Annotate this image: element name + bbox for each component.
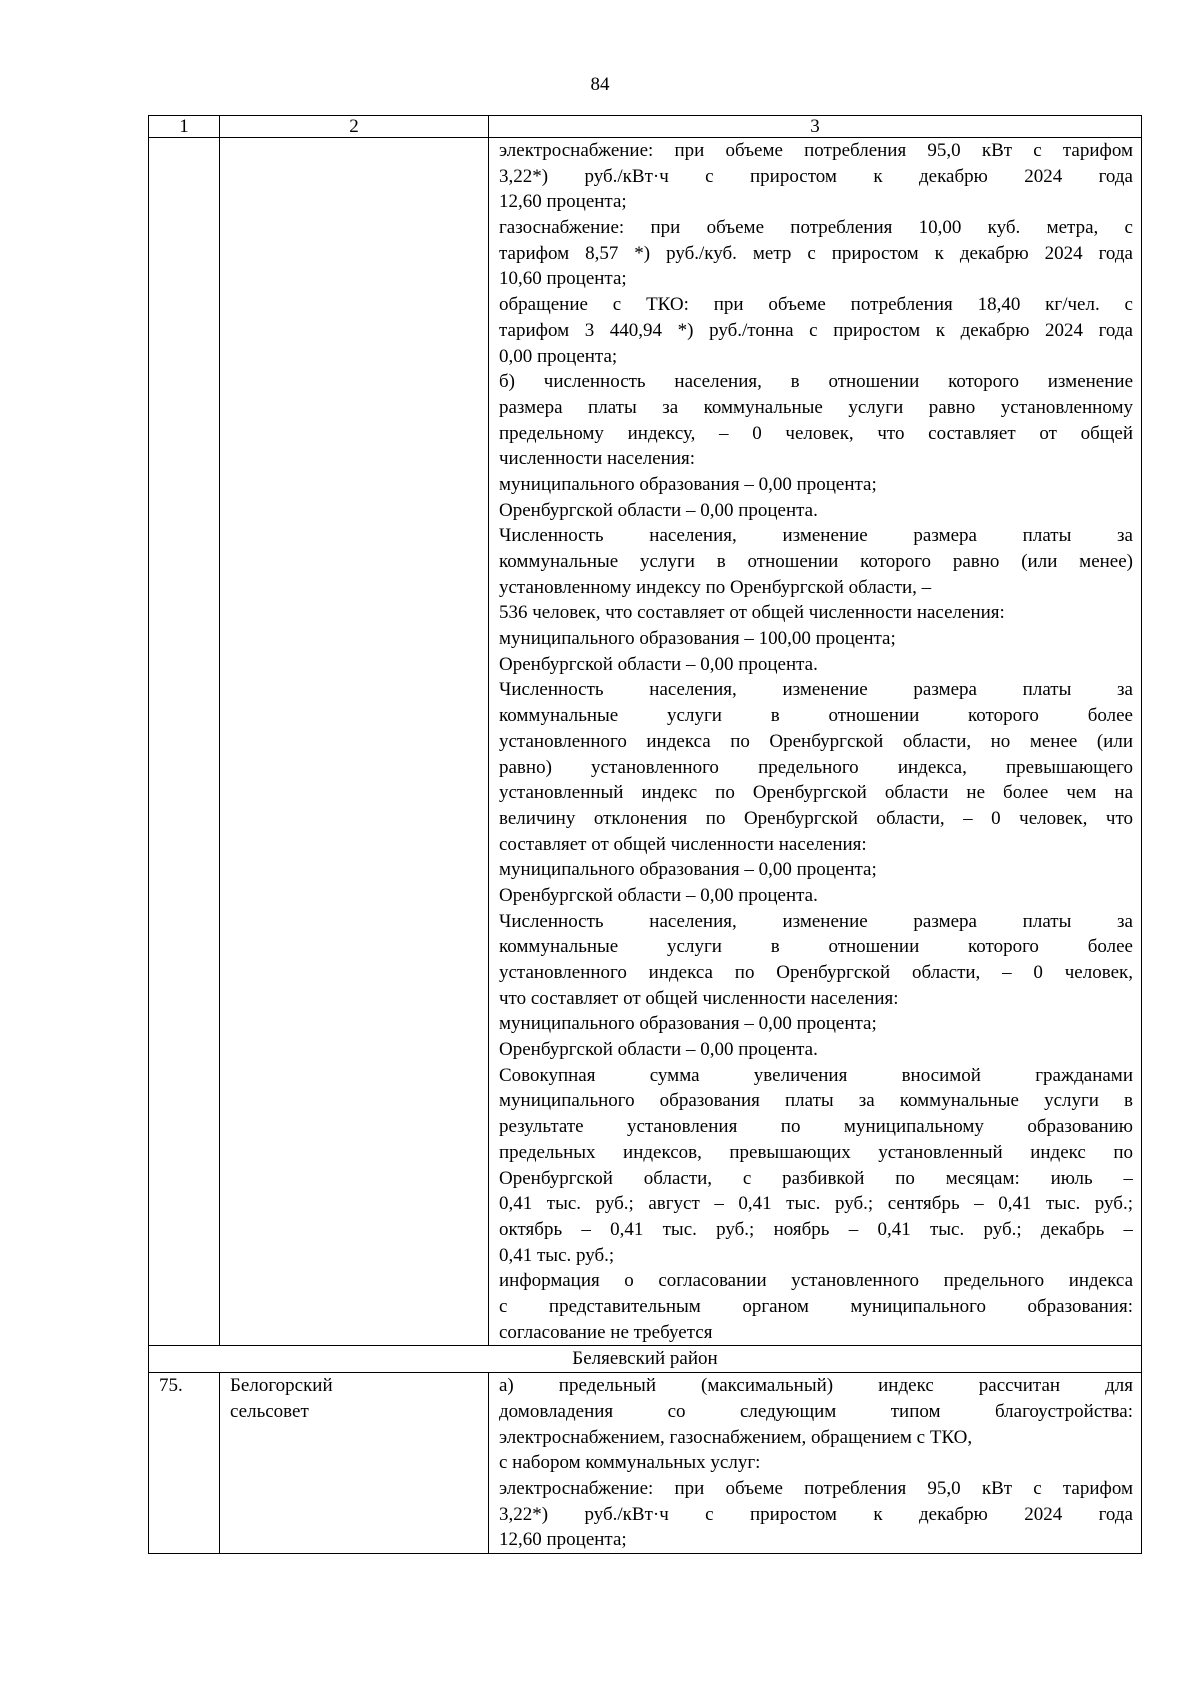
text-line: информация о согласовании установленного предельного индекса: [499, 1270, 1133, 1292]
text-line: 3,22*) руб./кВт·ч с приростом к декабрю 2024 года: [499, 165, 1133, 187]
text-line: газоснабжение: при объеме потребления 10,00 куб. метра, с: [499, 217, 1133, 239]
row-name-line: сельсовет: [230, 1400, 309, 1422]
text-line: предельных индексов, превышающих установленный индекс по: [499, 1141, 1133, 1163]
text-line: Численность населения, изменение размера платы за: [499, 525, 1133, 547]
text-line: установленному индексу по Оренбургской области, –: [499, 576, 932, 598]
text-line: равно) установленного предельного индекса, превышающего: [499, 756, 1133, 778]
text-line: муниципального образования – 0,00 процента;: [499, 473, 877, 495]
page-number: 84: [590, 74, 610, 95]
table-row-75: [149, 1373, 1142, 1554]
text-line: согласование не требуется: [499, 1321, 713, 1343]
text-line: муниципального образования – 100,00 процента;: [499, 628, 896, 650]
row-number-cell: 75.: [149, 1373, 220, 1554]
text-line: муниципального образования платы за коммунальные услуги в: [499, 1090, 1133, 1112]
text-line: электроснабжение: при объеме потребления 95,0 кВт с тарифом: [499, 1478, 1133, 1500]
text-line: Оренбургской области – 0,00 процента.: [499, 1039, 818, 1061]
text-line: тарифом 8,57 *) руб./куб. метр с приростом к декабрю 2024 года: [499, 242, 1133, 264]
text-line: 0,41 тыс. руб.;: [499, 1244, 615, 1266]
column-header-2: 2: [220, 116, 489, 138]
section-row: [149, 1346, 1142, 1373]
text-line: электроснабжение: при объеме потребления 95,0 кВт с тарифом: [499, 140, 1133, 161]
text-line: Оренбургской области – 0,00 процента.: [499, 653, 818, 675]
row-name-cell: [220, 138, 489, 1346]
text-line: установленный индекс по Оренбургской области не более чем на: [499, 782, 1133, 804]
text-line: 536 человек, что составляет от общей численности населения:: [499, 602, 1005, 624]
text-line: установленного индекса по Оренбургской области, – 0 человек,: [499, 962, 1133, 983]
text-line: 0,00 процента;: [499, 345, 618, 367]
row-name-line: Белогорский: [230, 1375, 333, 1397]
text-line: 0,41 тыс. руб.; август – 0,41 тыс. руб.; сентябрь – 0,41 тыс. руб.;: [499, 1193, 1133, 1215]
text-line: электроснабжением, газоснабжением, обращением с ТКО,: [499, 1426, 973, 1448]
row-name-cell: [220, 1373, 489, 1554]
text-line: с представительным органом муниципального образования:: [499, 1295, 1133, 1317]
text-line: с набором коммунальных услуг:: [499, 1452, 761, 1474]
text-line: муниципального образования – 0,00 процента;: [499, 1013, 877, 1035]
text-line: обращение с ТКО: при объеме потребления 18,40 кг/чел. с: [499, 294, 1133, 316]
text-line: 12,60 процента;: [499, 191, 627, 213]
text-line: предельному индексу, – 0 человек, что составляет от общей: [499, 422, 1133, 444]
text-line: Оренбургской области – 0,00 процента.: [499, 499, 818, 521]
table-row-continued: [149, 138, 1142, 1346]
text-line: Оренбургской области, с разбивкой по месяцам: июль –: [499, 1167, 1133, 1189]
text-line: б) численность населения, в отношении которого изменение: [499, 371, 1133, 393]
text-line: тарифом 3 440,94 *) руб./тонна с приростом к декабрю 2024 года: [499, 319, 1133, 341]
column-header-1: 1: [149, 116, 220, 138]
text-line: Численность населения, изменение размера платы за: [499, 910, 1133, 932]
row-description-cell: [489, 138, 1142, 1346]
text-line: домовладения со следующим типом благоустройства:: [499, 1401, 1133, 1422]
text-line: Совокупная сумма увеличения вносимой гражданами: [499, 1064, 1133, 1086]
column-header-3: 3: [489, 116, 1142, 138]
text-line: 10,60 процента;: [499, 268, 627, 290]
text-line: численности населения:: [499, 448, 696, 470]
text-line: размера платы за коммунальные услуги равно установленному: [499, 396, 1133, 418]
data-table: [148, 115, 1142, 1554]
text-line: 3,22*) руб./кВт·ч с приростом к декабрю 2024 года: [499, 1503, 1133, 1525]
text-line: 12,60 процента;: [499, 1529, 627, 1551]
text-line: а) предельный (максимальный) индекс рассчитан для: [499, 1375, 1133, 1397]
row-number-cell: [149, 138, 220, 1346]
text-line: коммунальные услуги в отношении которого более: [499, 936, 1133, 958]
section-title: Беляевский район: [149, 1346, 1142, 1373]
text-line: составляет от общей численности населения:: [499, 833, 867, 855]
text-line: Оренбургской области – 0,00 процента.: [499, 884, 818, 906]
text-line: что составляет от общей численности населения:: [499, 987, 899, 1009]
text-line: результате установления по муниципальному образованию: [499, 1116, 1133, 1138]
text-line: Численность населения, изменение размера платы за: [499, 679, 1133, 701]
text-line: октябрь – 0,41 тыс. руб.; ноябрь – 0,41 тыс. руб.; декабрь –: [499, 1218, 1133, 1240]
text-line: коммунальные услуги в отношении которого более: [499, 705, 1133, 727]
table-header-row: [149, 116, 1142, 138]
text-line: величину отклонения по Оренбургской области, – 0 человек, что: [499, 807, 1133, 829]
text-line: муниципального образования – 0,00 процента;: [499, 859, 877, 881]
text-line: установленного индекса по Оренбургской области, но менее (или: [499, 730, 1133, 752]
text-line: коммунальные услуги в отношении которого равно (или менее): [499, 551, 1133, 572]
row-description-cell: [489, 1373, 1142, 1554]
